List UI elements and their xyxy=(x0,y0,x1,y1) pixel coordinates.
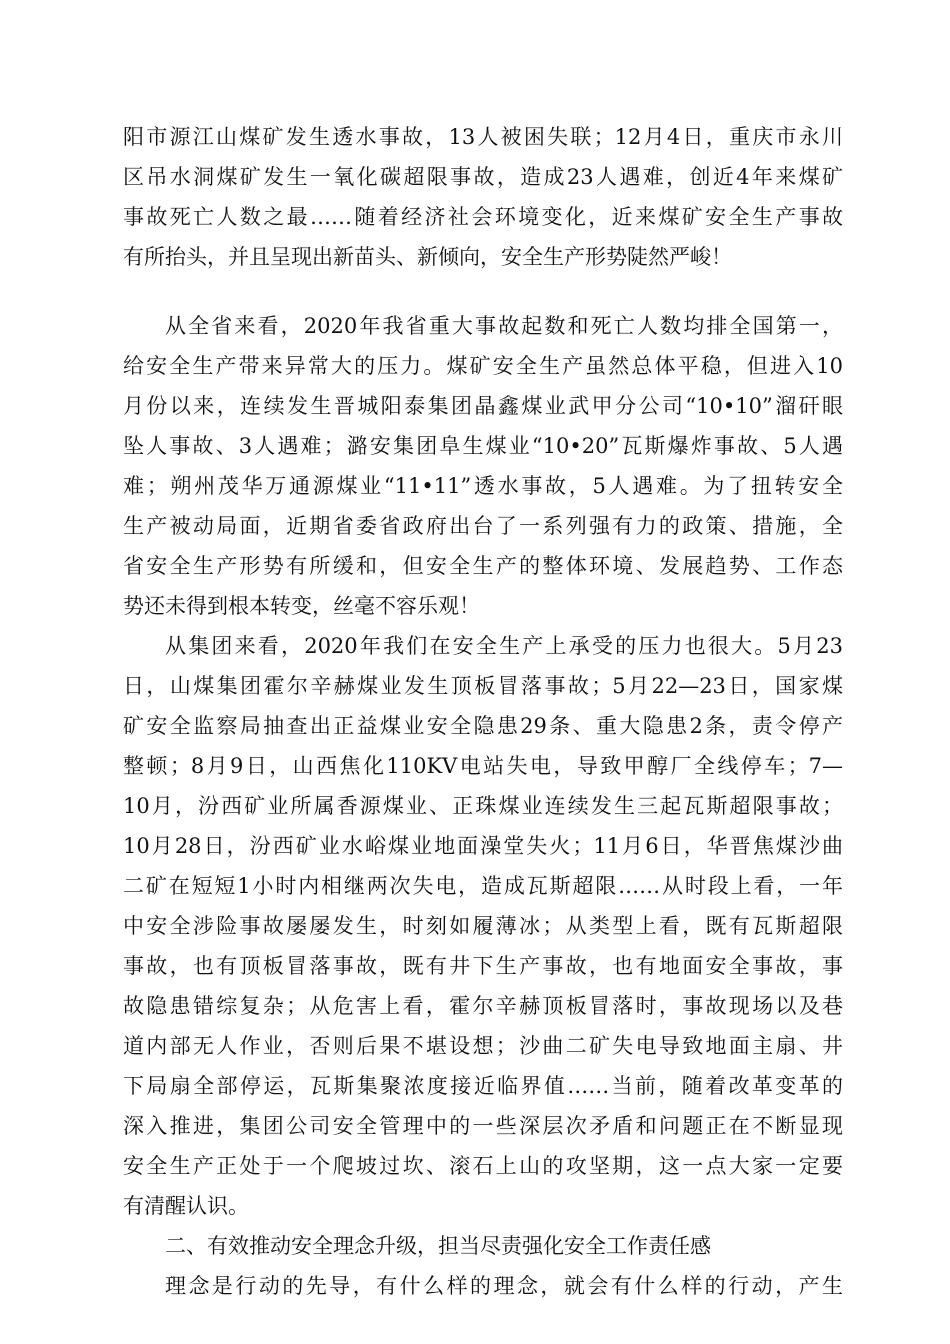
text-line: 从全省来看，2020年我省重大事故起数和死亡人数均排全国第一， xyxy=(165,314,843,338)
text-line: 中安全涉险事故屡屡发生，时刻如履薄冰；从类型上看，既有瓦斯超限 xyxy=(123,914,843,938)
text-line: 事故，也有顶板冒落事故，既有井下生产事故，也有地面安全事故，事 xyxy=(123,954,843,978)
text-line: 从集团来看，2020年我们在安全生产上承受的压力也很大。5月23 xyxy=(165,634,843,658)
text-line: 矿安全监察局抽查出正益煤业安全隐患29条、重大隐患2条，责令停产 xyxy=(123,714,843,738)
text-line: 安全生产正处于一个爬坡过坎、滚石上山的攻坚期，这一点大家一定要 xyxy=(123,1154,843,1178)
text-line: 生产被动局面，近期省委省政府出台了一系列强有力的政策、措施，全 xyxy=(123,514,843,538)
text-line: 深入推进，集团公司安全管理中的一些深层次矛盾和问题正在不断显现 xyxy=(123,1114,843,1138)
text-line: 二矿在短短1小时内相继两次失电，造成瓦斯超限……从时段上看，一年 xyxy=(123,874,843,898)
text-line: 10月28日，汾西矿业水峪煤业地面澡堂失火；11月6日，华晋焦煤沙曲 xyxy=(123,834,843,858)
text-line: 事故死亡人数之最……随着经济社会环境变化，近来煤矿安全生产事故 xyxy=(123,205,843,229)
section-heading: 二、有效推动安全理念升级，担当尽责强化安全工作责任感 xyxy=(165,1234,711,1258)
text-line: 故隐患错综复杂；从危害上看，霍尔辛赫顶板冒落时，事故现场以及巷 xyxy=(123,994,843,1018)
text-line: 整顿；8月9日，山西焦化110KV电站失电，导致甲醇厂全线停车；7— xyxy=(123,754,843,778)
text-line: 有所抬头，并且呈现出新苗头、新倾向，安全生产形势陡然严峻！ xyxy=(123,245,732,269)
text-line: 坠人事故、3人遇难；潞安集团阜生煤业“10•20”瓦斯爆炸事故、5人遇 xyxy=(123,434,843,458)
text-line: 理念是行动的先导，有什么样的理念，就会有什么样的行动，产生 xyxy=(165,1274,843,1298)
text-line: 10月，汾西矿业所属香源煤业、正珠煤业连续发生三起瓦斯超限事故； xyxy=(123,794,843,818)
text-line: 有清醒认识。 xyxy=(123,1194,249,1218)
text-line: 难；朔州茂华万通源煤业“11•11”透水事故，5人遇难。为了扭转安全 xyxy=(123,474,843,498)
text-line: 区吊水洞煤矿发生一氧化碳超限事故，造成23人遇难，创近4年来煤矿 xyxy=(123,165,843,189)
text-line: 阳市源江山煤矿发生透水事故，13人被困失联；12月4日，重庆市永川 xyxy=(123,125,843,149)
text-line: 日，山煤集团霍尔辛赫煤业发生顶板冒落事故；5月22—23日，国家煤 xyxy=(123,674,843,698)
text-line: 给安全生产带来异常大的压力。煤矿安全生产虽然总体平稳，但进入10 xyxy=(123,354,843,378)
text-line: 道内部无人作业，否则后果不堪设想；沙曲二矿失电导致地面主扇、井 xyxy=(123,1034,843,1058)
text-line: 省安全生产形势有所缓和，但安全生产的整体环境、发展趋势、工作态 xyxy=(123,554,843,578)
text-line: 月份以来，连续发生晋城阳泰集团晶鑫煤业武甲分公司“10•10”溜矸眼 xyxy=(123,394,843,418)
text-line: 势还未得到根本转变，丝毫不容乐观！ xyxy=(123,594,480,618)
text-line: 下局扇全部停运，瓦斯集聚浓度接近临界值……当前，随着改革变革的 xyxy=(123,1074,843,1098)
